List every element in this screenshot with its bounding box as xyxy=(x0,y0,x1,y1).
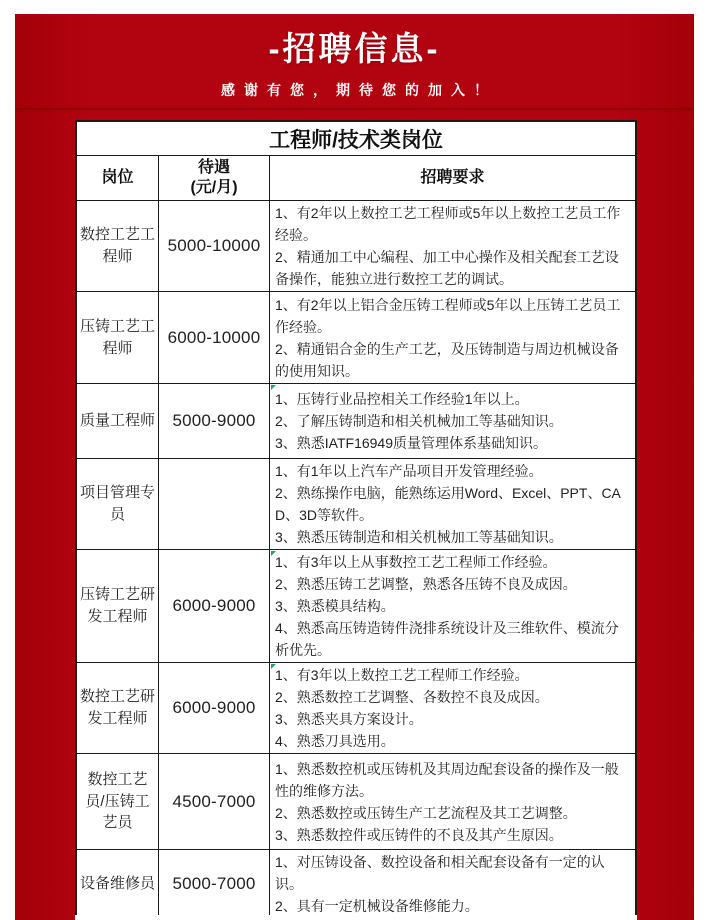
salary-cell: 6000-9000 xyxy=(159,550,270,662)
salary-cell xyxy=(159,459,270,549)
table-row xyxy=(77,754,635,850)
requirement-line: 2、熟悉数控或压铸生产工艺流程及其工艺调整。 xyxy=(275,804,577,821)
position-cell: 数控工艺员/压铸工艺员 xyxy=(77,754,159,849)
salary-cell: 5000-7000 xyxy=(159,850,270,918)
column-header-requirements-label: 招聘要求 xyxy=(420,169,485,186)
page-title: -招聘信息- xyxy=(268,30,441,67)
table-row xyxy=(77,550,635,663)
requirement-line: 3、熟悉压铸制造和相关机械加工等基础知识。 xyxy=(275,529,563,545)
requirement-line: 4、熟悉刀具选用。 xyxy=(275,733,395,749)
position-cell: 质量工程师 xyxy=(77,384,159,458)
table-row xyxy=(77,292,635,384)
requirement-line: 4、熟悉高压铸造铸件浇排系统设计及三维软件、模流分析优先。 xyxy=(275,620,619,658)
requirement-line: 2、具有一定机械设备维修能力。 xyxy=(275,898,479,914)
table-row xyxy=(77,384,635,459)
salary-cell: 6000-10000 xyxy=(159,292,270,383)
requirement-line: 2、了解压铸制造和相关机械加工等基础知识。 xyxy=(275,413,563,429)
requirement-line: 3、熟悉数控件或压铸件的不良及其产生原因。 xyxy=(275,826,563,843)
requirement-line: 3、熟悉夹具方案设计。 xyxy=(275,711,423,727)
table-header-row xyxy=(77,156,635,201)
table-row xyxy=(77,850,635,918)
column-header-salary-line1: 待遇 xyxy=(197,159,230,176)
salary-cell: 5000-10000 xyxy=(159,201,270,291)
requirement-line: 1、熟悉数控机或压铸机及其周边配套设备的操作及一般性的维修方法。 xyxy=(275,760,619,799)
position-cell: 数控工艺工程师 xyxy=(77,201,159,291)
requirements-cell xyxy=(270,384,635,458)
requirements-cell xyxy=(270,850,635,918)
column-header-position-label: 岗位 xyxy=(101,169,134,186)
salary-cell: 4500-7000 xyxy=(159,754,270,849)
salary-cell: 6000-9000 xyxy=(159,663,270,753)
position-cell: 压铸工艺工程师 xyxy=(77,292,159,383)
position-cell: 压铸工艺研发工程师 xyxy=(77,550,159,662)
salary-cell: 5000-9000 xyxy=(159,384,270,458)
position-cell: 设备维修员 xyxy=(77,850,159,918)
requirement-line: 2、熟悉压铸工艺调整，熟悉各压铸不良及成因。 xyxy=(275,576,577,592)
requirement-line: 1、压铸行业品控相关工作经验1年以上。 xyxy=(275,391,529,407)
table-row xyxy=(77,201,635,292)
column-header-position xyxy=(77,156,159,200)
requirement-line: 1、有3年以上数控工艺工程师工作经验。 xyxy=(275,667,529,683)
recruitment-poster xyxy=(15,14,694,920)
column-header-salary-line2: (元/月) xyxy=(190,179,238,196)
page-subtitle: 感谢有您，期待您的加入！ xyxy=(221,81,497,98)
header-divider xyxy=(15,108,694,112)
requirement-line: 1、有3年以上从事数控工艺工程师工作经验。 xyxy=(275,554,557,570)
requirement-line: 1、对压铸设备、数控设备和相关配套设备有一定的认识。 xyxy=(275,854,605,892)
requirement-line: 3、熟悉模具结构。 xyxy=(275,598,395,614)
requirement-line: 3、熟悉IATF16949质量管理体系基础知识。 xyxy=(275,435,548,451)
column-header-salary xyxy=(159,156,270,200)
table-title: 工程师/技术类岗位 xyxy=(77,122,635,156)
requirements-cell xyxy=(270,459,635,549)
requirement-line: 1、有2年以上铝合金压铸工程师或5年以上压铸工艺员工作经验。 xyxy=(275,296,621,335)
requirement-line: 1、有1年以上汽车产品项目开发管理经验。 xyxy=(275,463,543,479)
requirement-line: 1、有2年以上数控工艺工程师或5年以上数控工艺员工作经验。 xyxy=(275,205,621,243)
requirements-cell xyxy=(270,754,635,849)
requirement-line: 2、熟练操作电脑，能熟练运用Word、Excel、PPT、CAD、3D等软件。 xyxy=(275,485,621,523)
requirements-cell xyxy=(270,550,635,662)
cell-corner-mark xyxy=(271,551,276,556)
requirements-cell xyxy=(270,292,635,383)
requirement-line: 2、熟悉数控工艺调整、各数控不良及成因。 xyxy=(275,689,549,705)
table-row xyxy=(77,663,635,754)
requirements-cell xyxy=(270,663,635,753)
requirement-line: 2、精通加工中心编程、加工中心操作及相关配套工艺设备操作，能独立进行数控工艺的调试。 xyxy=(275,249,619,287)
position-cell: 数控工艺研发工程师 xyxy=(77,663,159,753)
cell-corner-mark xyxy=(271,664,276,669)
position-cell: 项目管理专员 xyxy=(77,459,159,549)
job-table xyxy=(75,120,637,920)
table-row xyxy=(77,459,635,550)
cell-corner-mark xyxy=(271,385,276,390)
requirements-cell xyxy=(270,201,635,291)
poster-header xyxy=(15,14,694,112)
column-header-requirements xyxy=(270,156,635,200)
requirement-line: 2、精通铝合金的生产工艺，及压铸制造与周边机械设备的使用知识。 xyxy=(275,340,619,379)
next-section-strip xyxy=(75,915,637,920)
